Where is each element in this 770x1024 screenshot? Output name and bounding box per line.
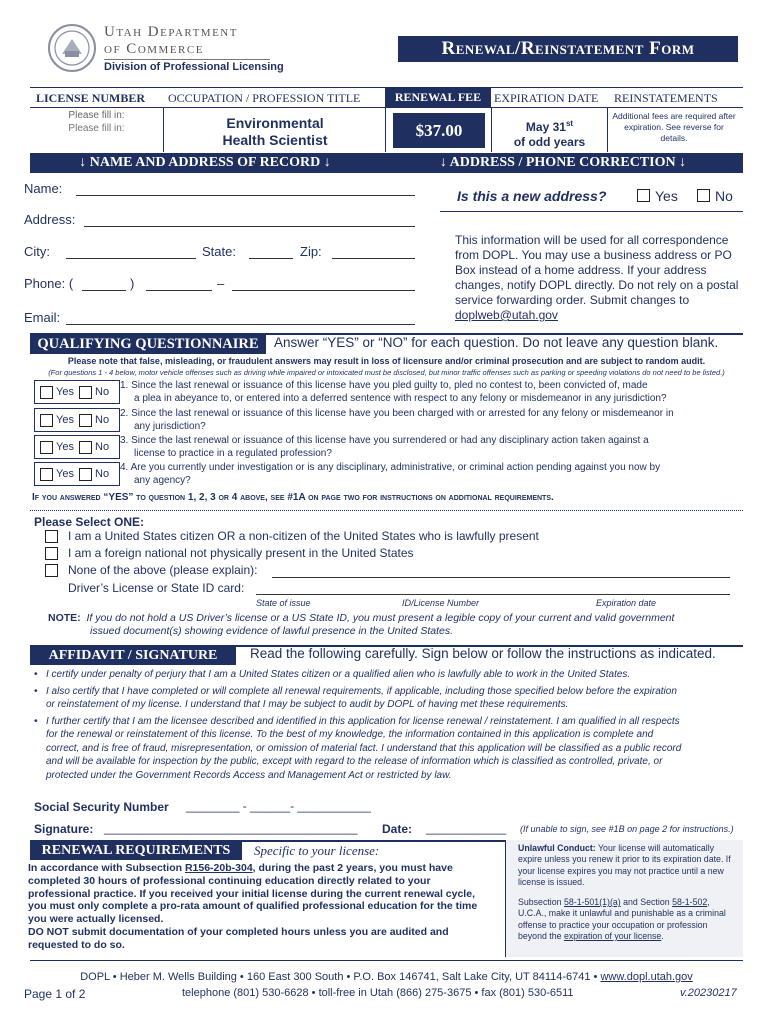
drivers-license-input[interactable] [256,580,730,595]
expiration-sup: st [565,119,574,128]
phone-paren: ) [130,276,135,291]
id-number-caption: ID/License Number [402,598,480,608]
question-line-2: a plea in abeyance to, or entered into a deferred sentence with respect to any felony or misdemeanor in any jurisdiction? [134,392,667,404]
new-address-yes-checkbox[interactable] [637,189,650,202]
city-label: City: [24,244,50,259]
question-no-label: No [95,386,110,398]
question-line-1: 1. Since the last renewal or issuance of this license have you pled guilty to, pled no contest to, been convicted of, made [120,380,648,391]
expiration-caption: Expiration date [596,598,657,608]
record-heading: ↓ NAME AND ADDRESS OF RECORD ↓ [79,155,331,170]
question-row [34,462,743,488]
occupation-title [166,115,384,149]
citizen-checkbox[interactable] [45,530,58,543]
affidavit-line: protected under the Government Records Access and Management Act or restricted by law. [46,769,452,781]
signature-input[interactable]: ______________________________________ [104,821,358,835]
col-expiration-header: EXPIRATION DATE [494,91,599,105]
version: v.20230217 [680,987,737,999]
page-number: Page 1 of 2 [24,987,86,1001]
question-text [120,435,649,460]
question-yes-label: Yes [56,386,74,398]
question-line-1: 2. Since the last renewal or issuance of this license have you been charged with or arrested for any felony or misdemeanor in [120,408,674,419]
col-fee-header: RENEWAL FEE [385,88,491,107]
renewal-text-end: , during the past 2 years, you must have [252,862,453,874]
statute-link-2[interactable]: 58-1-502 [672,897,708,908]
unlawful-conduct-box [505,840,743,957]
name-label: Name: [24,181,63,196]
question-yes-checkbox[interactable] [40,386,53,399]
select-one-heading: Please Select ONE: [34,515,145,529]
new-address-question: Is this a new address? [457,188,607,204]
affidavit-instruction: Read the following carefully. Sign below or follow the instructions as indicated. [250,646,716,661]
date-label: Date: [382,822,413,836]
correction-info-text: This information will be used for all correspondence from DOPL. You may use a business address or PO Box instead of a home address. If your address changes, notify DOPL directly. Do not rely on a postal service forwarding order. Submit changes to [455,233,739,307]
unlawful-conduct-label: Unlawful Conduct: [518,843,596,853]
question-yes-label: Yes [56,468,74,480]
none-option: None of the above (please explain): [68,563,258,577]
question-yes-label: Yes [56,441,74,453]
renewal-fee: $37.00 [393,113,485,148]
conduct-p2-c: , U.C.A., make it unlawful and punishable as a criminal offense to practice your occupation or profession beyond the [518,897,726,942]
question-yes-label: Yes [56,414,74,426]
affidavit-bullet: • I certify under penalty of perjury that I am a United States citizen or a qualified alien who is lawfully able to work in the United States. [34,668,746,682]
phone-dash: – [217,276,225,291]
question-text [120,462,660,487]
correction-heading: ↓ ADDRESS / PHONE CORRECTION ↓ [439,155,687,170]
renewal-line: you were actually licensed. [28,913,164,926]
expiration-line2: of odd years [513,135,586,149]
phone-prefix-input[interactable] [146,275,212,291]
affidavit-bullet: • I further certify that I am the licensee described and identified in this application for license renewal / reinstatement. I am qualified in all respects for the renewal or reinstatement of this license. To the best of my knowledge, the information contained in this application is complete and correct, and is free of fraud, misrepresentation, or omission of material fact. I understand that this application will be classified as a public record and will be available for inspection by the public, except with regard to the release of information which is classified as controlled, private, or protected under the Government Records Access and Management Act or restricted by law. [34,715,746,783]
correction-divider [440,211,743,212]
renewal-line: DO NOT submit documentation of your completed hours unless you are audited and [28,925,449,938]
name-input[interactable] [76,180,415,196]
correction-info [455,233,751,323]
renewal-subheading: Specific to your license: [254,843,380,858]
affidavit-line: for the renewal or reinstatement of this license. To the best of my knowledge, the information contained in this application is complete and [46,729,654,740]
renewal-line: professional practice. If you received your initial license during the current renewal cycle, [28,887,475,900]
new-address-no-label: No [715,188,733,204]
affidavit-line: I also certify that I have completed or will complete all renewal requirements, if applicable, including those specified below before the expiration [46,685,677,697]
occupation-line1: Environmental [226,115,324,131]
question-line-1: 4. Are you currently under investigation or is any disciplinary, administrative, or criminal action pending against you now by [120,462,661,473]
phone-line-input[interactable] [232,275,415,291]
none-explain-input[interactable] [272,563,730,578]
foreign-national-option: I am a foreign national not physically present in the United States [68,546,414,560]
dopl-email-link[interactable]: doplweb@utah.gov [455,308,558,322]
question-yes-checkbox[interactable] [40,414,53,427]
statute-link-1[interactable]: 58-1-501(1)(a) [563,897,621,908]
dept-line2: of Commerce [104,41,204,57]
conduct-p2-a: Subsection [518,897,564,908]
state-label: State: [202,244,236,259]
form-title: Renewal/Reinstatement Form [398,36,738,62]
col-occupation-header: OCCUPATION / PROFESSION TITLE [168,91,361,105]
question-no-checkbox[interactable] [79,386,92,399]
affidavit-line: I further certify that I am the licensee described and identified in this application for license renewal / reinstatement. I am qualified in all respects [46,715,680,727]
affidavit-line: correct, and is free of fraud, misrepresentation, or omission of material fact. I understand that this application will be classified as a public record [46,742,682,754]
state-input[interactable] [249,243,293,259]
website-link[interactable]: www.dopl.utah.gov [600,971,693,983]
address-label: Address: [24,212,76,227]
questionnaire-warning: Please note that false, misleading, or fraudulent answers may result in loss of licensure and/or criminal prosecution and are subject to random audit. [67,356,706,366]
unable-to-sign-note: (If unable to sign, see #1B on page 2 for instructions.) [520,824,734,834]
affidavit-line: I certify under penalty of perjury that I am a United States citizen or a qualified alien who is lawfully able to work in the United States. [46,669,631,680]
affidavit-bullet: • I also certify that I have completed or will complete all renewal requirements, if applicable, including those specified below before the expiration or reinstatement of my license. I understand that I may be subject to audit by DOPL of having met these requirements. [34,685,746,712]
date-input[interactable]: ____________ [426,821,507,835]
state-of-issue-caption: State of issue [256,598,311,608]
question-yes-checkbox[interactable] [40,468,53,481]
expiration-line1: May 31 [525,120,566,134]
drivers-license-label: Driver’s License or State ID card: [68,581,245,595]
question-no-checkbox[interactable] [79,414,92,427]
footer-address-text: DOPL • Heber M. Wells Building • 160 East 300 South • P.O. Box 146741, Salt Lake City, UT 84114-6741 • [80,971,601,983]
note-text-1: If you do not hold a US Driver’s license or a US State ID, you must present a legible copy of your current and valid government [86,612,675,624]
email-label: Email: [24,310,61,325]
expiration-date [492,116,607,150]
email-input[interactable] [66,309,415,325]
foreign-national-checkbox[interactable] [45,547,58,560]
state-seal-logo [48,24,96,72]
question-row [34,435,743,461]
renewal-line: completed 30 hours of professional continuing education directly related to your [28,874,431,887]
renewal-requirements-heading: RENEWAL REQUIREMENTS [30,841,242,860]
conduct-p2-d: . [661,931,664,942]
zip-label: Zip: [300,244,322,259]
phone-label: Phone: ( [24,276,74,291]
dept-line1: Utah Department [104,24,238,40]
question-line-2: any agency? [134,474,191,486]
city-input[interactable] [66,243,196,259]
footer-address [30,971,743,983]
questionnaire-note: (For questions 1 - 4 below, motor vehicle offenses such as driving while impaired or intoxicated must be disclosed, but minor traffic offenses such as parking or speeding violations do not need to be listed.) [48,368,725,377]
renewal-text-start: In accordance with Subsection [28,862,185,874]
citizen-option: I am a United States citizen OR a non-citizen of the United States who is lawfully present [68,529,539,543]
rule-link[interactable]: R156-20b-304 [184,862,253,874]
note-label: NOTE: [48,612,81,624]
address-input[interactable] [84,211,415,227]
renewal-line: requested to do so. [28,938,125,951]
phone-area-input[interactable] [82,275,126,291]
question-line-2: any jurisdiction? [134,420,206,432]
questionnaire-instruction: Answer “YES” or “NO” for each question. Do not leave any question blank. [274,335,719,350]
none-checkbox[interactable] [45,564,58,577]
question-no-label: No [95,468,110,480]
yes-followup: If you answered “YES” to question 1, 2, 3 or 4 above, see #1A on page two for instructions on additional requirements. [32,492,554,503]
conduct-p2-b: and Section [620,897,673,908]
new-address-yes-label: Yes [655,188,678,204]
expiration-link[interactable]: expiration of your license [563,931,662,942]
lawful-presence-note [48,612,674,638]
question-no-label: No [95,414,110,426]
affidavit-heading: AFFIDAVIT / SIGNATURE [30,646,236,665]
ssn-input[interactable]: ________ - ______- ___________ [186,799,371,813]
question-yes-checkbox[interactable] [40,441,53,454]
signature-label: Signature: [34,822,94,836]
question-line-2: license to practice in a regulated profession? [134,447,332,459]
question-row [34,380,743,406]
question-text [120,408,674,433]
affidavit-line: and will be available for inspection by the public, except with regard to the release of information which is classified as controlled, private, or [46,756,663,767]
occupation-line2: Health Scientist [222,132,328,148]
questionnaire-heading: QUALIFYING QUESTIONNAIRE [30,334,266,354]
division-name: Division of Professional Licensing [104,61,284,73]
question-no-label: No [95,441,110,453]
renewal-text [28,862,498,952]
question-row [34,408,743,434]
footer-phones: telephone (801) 530-6628 • toll-free in Utah (866) 275-3675 • fax (801) 530-6511 [182,987,574,999]
col-reinstatements-header: REINSTATEMENTS [614,91,718,105]
question-text [120,380,667,405]
question-line-1: 3. Since the last renewal or issuance of this license have you surrendered or had any disciplinary action taken against a [120,435,649,446]
note-text-2: issued document(s) showing evidence of lawful presence in the United States. [90,625,454,637]
ssn-label: Social Security Number [34,800,169,814]
renewal-lines [28,875,498,952]
affidavit-line: or reinstatement of my license. I understand that I may be subject to audit by DOPL of having met these requirements. [46,699,569,710]
new-address-no-checkbox[interactable] [697,189,710,202]
renewal-line: you must only complete a pro-rata amount of qualified professional education for the time [28,900,478,913]
zip-input[interactable] [332,243,415,259]
question-no-checkbox[interactable] [79,441,92,454]
dept-name [104,24,238,58]
license-hint: Please fill in: [68,110,125,121]
col-license-header: LICENSE NUMBER [36,91,146,105]
question-no-checkbox[interactable] [79,468,92,481]
unlawful-conduct-text: Your license will automatically expire unless you renew it prior to its expiration date. If your license expires you may not practice until a new license is issued. [518,843,731,887]
reinstatement-note: Additional fees are required after expiration. See reverse for details. [612,111,736,143]
dept-underline [104,59,270,60]
